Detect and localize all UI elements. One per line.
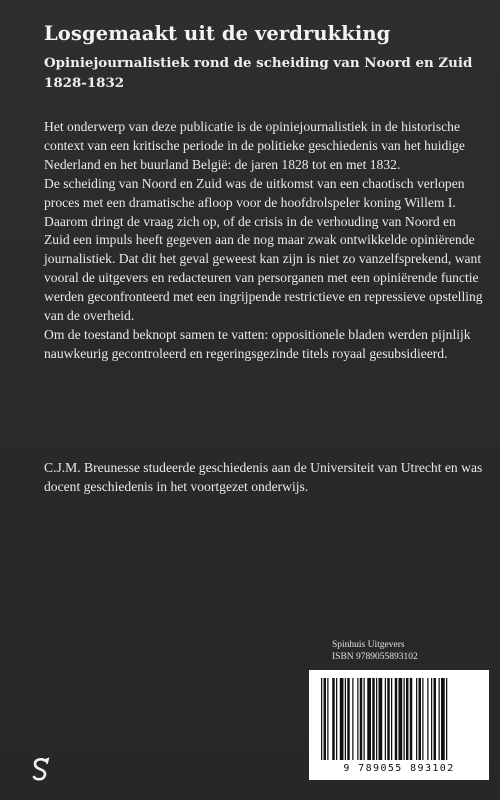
spinhuis-s-logo-icon bbox=[30, 757, 52, 783]
barcode-digits: 9 789055 893102 bbox=[343, 763, 455, 774]
blurb-paragraph: Daarom dringt de vraag zich op, of de crisis in de verhouding van Noord en Zuid een impuls heeft gegeven aan de nog maar zwak ontwikkelde opiniërende journalistiek. Dat dit het geval geweest kan zijn is niet zo vanzelfsprekend, want vooral de uitgevers en redacteuren van persorganen met een opiniërende functie werden geconfronteerd met een ingrijpende restrictieve en repressieve opstelling van de overheid. bbox=[44, 213, 483, 324]
publisher-info bbox=[332, 640, 482, 663]
author-bio: C.J.M. Breunesse studeerde geschiedenis aan de Universiteit van Utrecht en was docent geschiedenis in het voortgezet onderwijs. bbox=[44, 460, 483, 494]
blurb-paragraph: De scheiding van Noord en Zuid was de uitkomst van een chaotisch verlopen proces met een dramatische afloop voor de hoofdrolspeler koning Willem I. bbox=[44, 175, 465, 210]
blurb-text bbox=[44, 118, 484, 364]
publisher-name: Spinhuis Uitgevers bbox=[332, 640, 405, 650]
blurb-paragraph: Om de toestand beknopt samen te vatten: oppositionele bladen werden pijnlijk nauwkeurig gecontroleerd en regeringsgezinde titels royaal gesubsidieerd. bbox=[44, 326, 471, 361]
isbn-label: ISBN 9789055893102 bbox=[332, 651, 418, 662]
book-title: Losgemaakt uit de verdrukking bbox=[44, 22, 391, 45]
blurb-paragraph: Het onderwerp van deze publicatie is de opiniejournalistiek in de historische context van een kritische periode in de politieke geschiedenis van het huidige Nederland en het buurland België: de jaren 1828 tot en met 1832. bbox=[44, 119, 465, 172]
book-subtitle: Opiniejournalistiek rond de scheiding van Noord en Zuid 1828-1832 bbox=[44, 55, 473, 91]
isbn-barcode bbox=[309, 670, 489, 780]
